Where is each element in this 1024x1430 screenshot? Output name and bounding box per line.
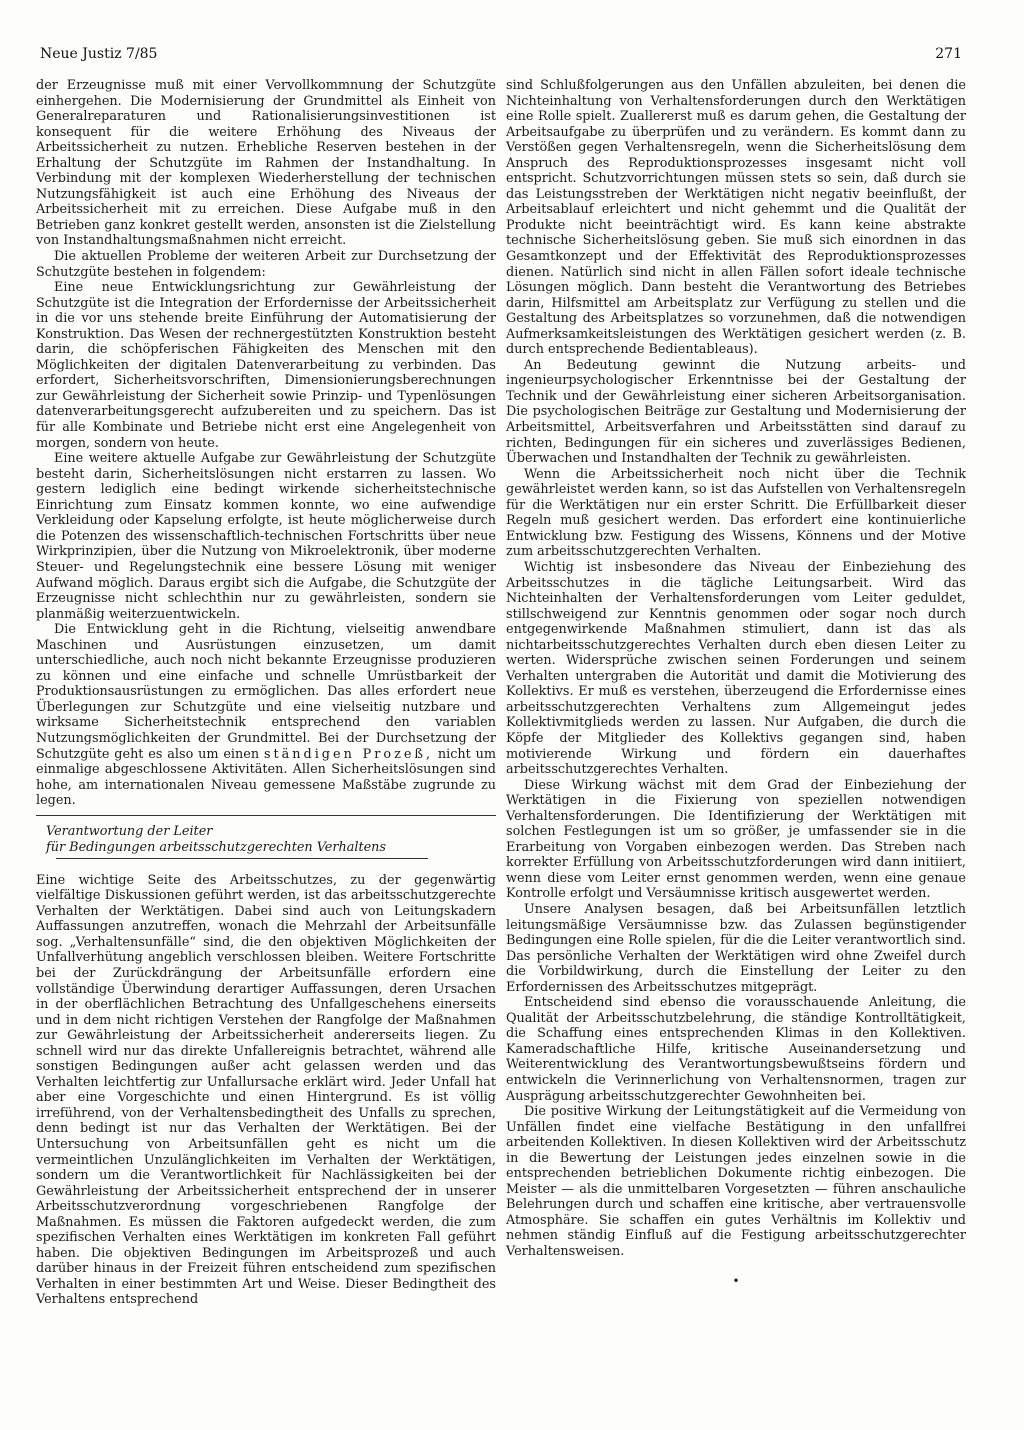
left-column <box>36 78 496 1308</box>
paragraph: Eine weitere aktuelle Aufgabe zur Gewährleistung der Schutzgüte besteht darin, Sicherheitslösungen nicht erstarren zu lassen. Wo gestern lediglich eine bedingt wirkende sicherheitstechnische Einrichtung zum Einsatz kommen konnte, wo eine aufwendige Verkleidung oder Kapselung erfolgte, ist heute möglicherweise durch die Potenzen des wissenschaftlich-technischen Fortschritts über neue Wirkprinzipien, über die Nutzung von Mikroelektronik, über moderne Steuer- und Regelungstechnik eine bessere Lösung mit weniger Aufwand möglich. Daraus ergibt sich die Aufgabe, die Schutzgüte der Erzeugnisse nicht schlechthin nur zu gewährleisten, sondern sie planmäßig weiterzuentwickeln. <box>36 451 496 622</box>
paragraph: Die positive Wirkung der Leitungstätigkeit auf die Vermeidung von Unfällen findet eine vielfache Bestätigung in den unfallfrei arbeitenden Kollektiven. In diesen Kollektiven wird der Arbeitsschutz in die Bewertung der Leistungen jedes einzelnen sowie in die entsprechenden betrieblichen Dokumente richtig einbezogen. Die Meister — als die unmittelbaren Vorgesetzten — führen anschauliche Belehrungen durch und schaffen eine kritische, aber vertrauensvolle Atmosphäre. Sie schaffen ein gutes Verhältnis im Kollektiv und nehmen ständig Einfluß auf die Festigung arbeitsschutzgerechter Verhaltensweisen. <box>506 1104 966 1260</box>
journal-title: Neue Justiz 7/85 <box>40 46 158 62</box>
paragraph: Unsere Analysen besagen, daß bei Arbeitsunfällen letztlich leitungsmäßige Versäumnisse bzw. das Zulassen begünstigender Bedingungen eine Rolle spielen, für die die Leiter verantwortlich sind. Das persönliche Verhalten der Werktätigen wird ohne Zweifel durch die Vorbildwirkung, durch die Einstellung der Leiter zu den Erfordernissen des Arbeitsschutzes mitgeprägt. <box>506 901 966 995</box>
section-divider <box>36 815 496 816</box>
page-number: 271 <box>935 46 962 62</box>
emphasized-phrase: ständigen Prozeß, <box>263 746 434 762</box>
paragraph <box>36 622 496 809</box>
running-head <box>40 46 962 68</box>
paragraph: Die aktuellen Probleme der weiteren Arbeit zur Durchsetzung der Schutzgüte bestehen in folgendem: <box>36 249 496 280</box>
right-column <box>506 78 966 1289</box>
section-heading-line: Verantwortung der Leiter <box>46 823 213 839</box>
end-mark: • <box>732 1273 740 1288</box>
paragraph: Eine neue Entwicklungsrichtung zur Gewährleistung der Schutzgüte ist die Integration der Erfordernisse der Arbeitssicherheit in die vor uns stehende breite Einführung der Automatisierung der Konstruktion. Das Wesen der rechnergestützten Konstruktion besteht darin, die schöpferischen Fähigkeiten des Menschen mit den Möglichkeiten der digitalen Datenverarbeitung zu verbinden. Das erfordert, Sicherheitsvorschriften, Dimensionierungsberechnungen zur Gewährleistung der Sicherheit sowie Prinzip- und Typenlösungen datenverarbeitungsgerecht aufzubereiten und zu speichern. Das ist für alle Kombinate und Betriebe nicht erst eine Angelegenheit von morgen, sondern von heute. <box>36 280 496 451</box>
paragraph: Wenn die Arbeitssicherheit noch nicht über die Technik gewährleistet werden kann, so ist das Aufstellen von Verhaltensregeln für die Werktätigen nur ein erster Schritt. Die Erfüllbarkeit dieser Regeln muß gesichert werden. Das erfordert eine kontinuierliche Entwicklung bzw. Festigung des Wissens, Könnens und der Motive zum arbeitsschutzgerechten Verhalten. <box>506 466 966 560</box>
paragraph: der Erzeugnisse muß mit einer Vervollkommnung der Schutzgüte einhergehen. Die Modernisierung der Grundmittel als Einheit von Generalreparaturen und Rationalisierungsinvestitionen ist konsequent für die weitere Erhöhung des Niveaus der Arbeitssicherheit zu nutzen. Erhebliche Reserven bestehen in der Erhaltung der Schutzgüte im Rahmen der Instandhaltung. In Verbindung mit der komplexen Wiederherstellung der technischen Nutzungsfähigkeit ist auch eine Erhöhung des Niveaus der Arbeitssicherheit mit zu erreichen. Diese Aufgabe muß in den Betrieben ganz konkret gestellt werden, ansonsten ist die Zielstellung von Instandhaltungsmaßnahmen nicht erreicht. <box>36 78 496 249</box>
section-heading-line: für Bedingungen arbeitsschutzgerechten Verhaltens <box>46 839 386 855</box>
paragraph: An Bedeutung gewinnt die Nutzung arbeits- und ingenieurpsychologischer Erkenntnisse bei der Gestaltung der Technik und der Gewährleistung einer sicheren Arbeitsorganisation. Die psychologischen Beiträge zur Gestaltung und Modernisierung der Arbeitsmittel, Arbeitsverfahren und Arbeitsstätten sind darauf zu richten, Bedingungen für ein sicheres und zuverlässiges Bedienen, Überwachen und Instandhalten der Technik zu gewährleisten. <box>506 357 966 467</box>
paragraph: Eine wichtige Seite des Arbeitsschutzes, zu der gegenwärtig vielfältige Diskussionen geführt werden, ist das arbeitsschutzgerechte Verhalten der Werktätigen. Dabei sind auch von Leitungskadern Auffassungen anzutreffen, wonach die Mehrzahl der Arbeitsunfälle sog. „Verhaltensunfälle“ sind, die den objektiven Möglichkeiten der Unfallverhütung angeblich verschlossen bleiben. Weitere Fortschritte bei der Zurückdrängung der Arbeitsunfälle erfordern eine vollständige Überwindung derartiger Auffassungen, deren Ursachen in der oberflächlichen Betrachtung des Unfallgeschehens einerseits und in dem nicht richtigen Verstehen der Rangfolge der Maßnahmen zur Gewährleistung der Arbeitssicherheit andererseits liegen. Zu schnell wird nur das direkte Unfallereignis betrachtet, während alle sonstigen Bedingungen außer acht gelassen werden und das Verhalten leichtfertig zur Unfallursache erklärt wird. Jeder Unfall hat aber eine Vorgeschichte und einen Hintergrund. Es ist völlig irreführend, von der Verhaltensbedingtheit des Unfalls zu sprechen, denn bedingt ist nur das Verhalten der Werktätigen. Bei der Untersuchung von Arbeitsunfällen geht es nicht um die vermeintlichen Unzulänglichkeiten im Verhalten der Werktätigen, sondern um die Verantwortlichkeit für Nachlässigkeiten bei der Gewährleistung der Arbeitssicherheit entsprechend der in unserer Arbeitsschutzverordnung vorgeschriebenen Rangfolge der Maßnahmen. Es müssen die Faktoren aufgedeckt werden, die zum spezifischen Verhalten eines Werktätigen im konkreten Fall geführt haben. Die objektiven Bedingungen im Arbeitsprozeß und auch darüber hinaus in der Freizeit führen entscheidend zum spezifischen Verhalten in einer bestimmten Art und Weise. Dieser Bedingtheit des Verhaltens entsprechend <box>36 872 496 1308</box>
paragraph: Diese Wirkung wächst mit dem Grad der Einbeziehung der Werktätigen in die Fixierung von speziellen notwendigen Verhaltensforderungen. Die Identifizierung der Werktätigen mit solchen Festlegungen ist um so größer, je umfassender sie in die Erarbeitung von Vorgaben einbezogen werden. Das Streben nach korrekter Erfüllung von Arbeitsschutzforderungen wird dann initiiert, wenn diese vom Leiter ernst genommen werden, wenn eine genaue Kontrolle erfolgt und Versäumnisse kritisch ausgewertet werden. <box>506 777 966 902</box>
paragraph: sind Schlußfolgerungen aus den Unfällen abzuleiten, bei denen die Nichteinhaltung von Verhaltensforderungen durch den Werktätigen eine Rolle spielt. Zuallererst muß es darum gehen, die Gestaltung der Arbeitsaufgabe zu überprüfen und zu verändern. Es kommt dann zu Verstößen gegen Verhaltensregeln, wenn die Sicherheitslösung dem Anspruch des Reproduktionsprozesses insgesamt nicht voll entspricht. Schutzvorrichtungen müssen stets so sein, daß durch sie das Leistungsstreben der Werktätigen nicht negativ beeinflußt, der Arbeitsablauf erleichtert und nicht gehemmt und die Qualität der Produkte nicht beeinträchtigt wird. Es kann keine abstrakte technische Sicherheitslösung geben. Sie muß sich einordnen in das Gesamtkonzept und der Effektivität des Reproduktionsprozesses dienen. Natürlich sind nicht in allen Fällen sofort ideale technische Lösungen möglich. Dann besteht die Verantwortung des Betriebes darin, Hilfsmittel am Arbeitsplatz zur Verfügung zu stellen und die Gestaltung des Arbeitsplatzes so vorzunehmen, daß die notwendigen Aufmerksamkeitsleistungen des Werktätigen gesichert werden (z. B. durch entsprechende Bedientableaus). <box>506 78 966 358</box>
paragraph-text: Die Entwicklung geht in die Richtung, vielseitig anwendbare Maschinen und Ausrüstungen einzusetzen, um damit unterschiedliche, auch noch nicht bekannte Erzeugnisse produzieren zu können und eine einfache und schnelle Umrüstbarkeit der Produktionsausrüstungen zu ermöglichen. Das alles erfordert neue Überlegungen zur Schutzgüte und eine vielseitig nutzbare und wirksame Sicherheitstechnik entsprechend den variablen Nutzungsmöglichkeiten der Grundmittel. Bei der Durchsetzung der Schutzgüte geht es also um einen <box>36 622 496 762</box>
section-heading <box>46 824 496 859</box>
paragraph: Entscheidend sind ebenso die vorausschauende Anleitung, die Qualität der Arbeitsschutzbelehrung, die ständige Kontrolltätigkeit, die Schaffung eines entsprechenden Klimas in den Kollektiven. Kameradschaftliche Hilfe, kritische Auseinandersetzung und Weiterentwicklung des Verantwortungsbewußtseins fördern und entwickeln die Verinnerlichung von Verhaltensnormen, tragen zur Ausprägung arbeitsschutzgerechter Gewohnheiten bei. <box>506 995 966 1104</box>
paragraph: Wichtig ist insbesondere das Niveau der Einbeziehung des Arbeitsschutzes in die tägliche Leitungsarbeit. Wird das Nichteinhalten der Verhaltensforderungen vom Leiter geduldet, stillschweigend zur Kenntnis genommen oder sogar noch durch entgegenwirkende Maßnahmen stimuliert, dann ist das als nichtarbeitsschutzgerechtes Verhalten durch eben diesen Leiter zu werten. Widersprüche zwischen seinen Forderungen und seinem Verhalten untergraben die Autorität und damit die Motivierung des Kollektivs. Er muß es verstehen, überzeugend die Erfordernisse eines arbeitsschutzgerechten Verhaltens zum Allgemeingut jedes Kollektivmitglieds werden zu lassen. Nur Aufgaben, die durch die Köpfe der Mitglieder des Kollektivs gegangen sind, haben motivierende Wirkung und fördern ein dauerhaftes arbeitsschutzgerechtes Verhalten. <box>506 559 966 778</box>
paragraph-text: nicht um einmalige abgeschlossene Aktivitäten. Allen Sicherheitslösungen sind hohe, am internationalen Niveau gemessene Maßstäbe zugrunde zu legen. <box>36 746 496 809</box>
heading-underline <box>56 858 428 859</box>
